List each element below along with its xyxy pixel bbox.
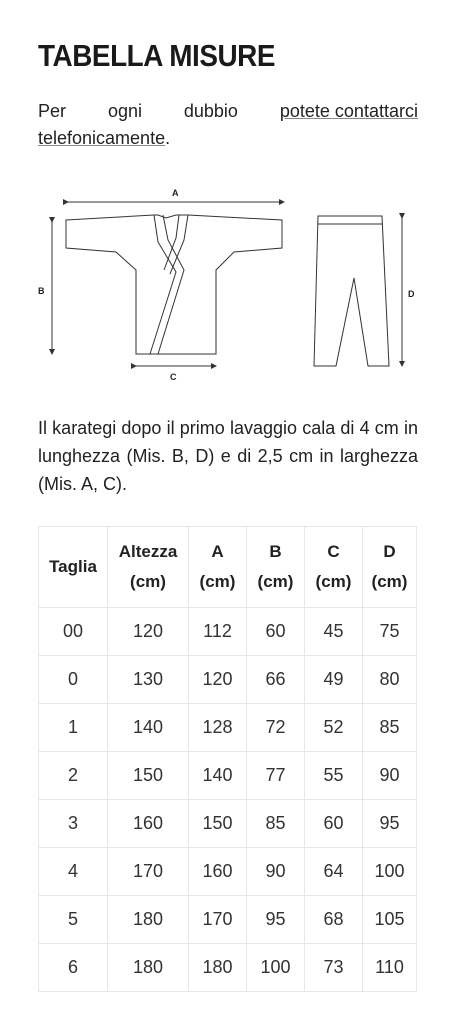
cell-altezza: 170 xyxy=(108,848,189,896)
cell-c: 68 xyxy=(305,896,363,944)
cell-c: 49 xyxy=(305,656,363,704)
contact-link[interactable]: potete contattarci xyxy=(279,101,418,121)
cell-taglia: 1 xyxy=(39,704,108,752)
cell-b: 60 xyxy=(247,608,305,656)
intro-word: Per xyxy=(38,101,67,121)
header-b: B (cm) xyxy=(247,527,305,608)
cell-c: 73 xyxy=(305,944,363,992)
table-row xyxy=(39,800,417,848)
cell-b: 95 xyxy=(247,896,305,944)
cell-a: 160 xyxy=(189,848,247,896)
intro-paragraph xyxy=(38,98,418,152)
cell-taglia: 0 xyxy=(39,656,108,704)
cell-altezza: 160 xyxy=(108,800,189,848)
header-altezza: Altezza (cm) xyxy=(108,527,189,608)
intro-period: . xyxy=(165,128,171,148)
cell-b: 72 xyxy=(247,704,305,752)
karategi-size-diagram xyxy=(36,182,426,382)
cell-b: 90 xyxy=(247,848,305,896)
cell-taglia: 2 xyxy=(39,752,108,800)
size-table xyxy=(38,526,417,992)
measure-a-label: A xyxy=(172,188,179,198)
header-a: A (cm) xyxy=(189,527,247,608)
cell-d: 110 xyxy=(363,944,417,992)
cell-a: 170 xyxy=(189,896,247,944)
cell-c: 55 xyxy=(305,752,363,800)
header-d: D (cm) xyxy=(363,527,417,608)
cell-d: 75 xyxy=(363,608,417,656)
contact-link-continued[interactable]: telefonicamente xyxy=(38,128,166,148)
cell-taglia: 4 xyxy=(39,848,108,896)
cell-d: 105 xyxy=(363,896,417,944)
intro-word: ogni xyxy=(107,101,142,121)
cell-b: 66 xyxy=(247,656,305,704)
cell-b: 100 xyxy=(247,944,305,992)
measure-d-label: D xyxy=(408,289,415,299)
table-row xyxy=(39,608,417,656)
measure-b-label: B xyxy=(38,286,45,296)
table-row xyxy=(39,704,417,752)
cell-altezza: 180 xyxy=(108,944,189,992)
cell-d: 80 xyxy=(363,656,417,704)
cell-a: 128 xyxy=(189,704,247,752)
measure-c-label: C xyxy=(170,372,177,382)
intro-word: dubbio xyxy=(183,101,238,121)
cell-a: 180 xyxy=(189,944,247,992)
cell-d: 100 xyxy=(363,848,417,896)
page-title: TABELLA MISURE xyxy=(38,38,276,73)
jacket-drawing xyxy=(66,215,282,354)
cell-taglia: 6 xyxy=(39,944,108,992)
cell-c: 52 xyxy=(305,704,363,752)
cell-d: 85 xyxy=(363,704,417,752)
cell-taglia: 3 xyxy=(39,800,108,848)
cell-taglia: 00 xyxy=(39,608,108,656)
cell-a: 150 xyxy=(189,800,247,848)
cell-altezza: 140 xyxy=(108,704,189,752)
cell-altezza: 130 xyxy=(108,656,189,704)
cell-c: 64 xyxy=(305,848,363,896)
size-table-header-row xyxy=(39,527,417,608)
cell-altezza: 120 xyxy=(108,608,189,656)
cell-b: 85 xyxy=(247,800,305,848)
table-row xyxy=(39,752,417,800)
cell-altezza: 150 xyxy=(108,752,189,800)
cell-d: 90 xyxy=(363,752,417,800)
header-taglia: Taglia xyxy=(39,527,108,608)
cell-b: 77 xyxy=(247,752,305,800)
cell-c: 60 xyxy=(305,800,363,848)
cell-a: 120 xyxy=(189,656,247,704)
shrinkage-note: Il karategi dopo il primo lavaggio cala di 4 cm in lunghezza (Mis. B, D) e di 2,5 cm in larghezza (Mis. A, C). xyxy=(38,418,418,494)
cell-a: 140 xyxy=(189,752,247,800)
cell-c: 45 xyxy=(305,608,363,656)
cell-a: 112 xyxy=(189,608,247,656)
trousers-drawing xyxy=(314,216,389,366)
cell-altezza: 180 xyxy=(108,896,189,944)
cell-d: 95 xyxy=(363,800,417,848)
cell-taglia: 5 xyxy=(39,896,108,944)
table-row xyxy=(39,848,417,896)
table-row xyxy=(39,656,417,704)
header-c: C (cm) xyxy=(305,527,363,608)
table-row xyxy=(39,944,417,992)
table-row xyxy=(39,896,417,944)
